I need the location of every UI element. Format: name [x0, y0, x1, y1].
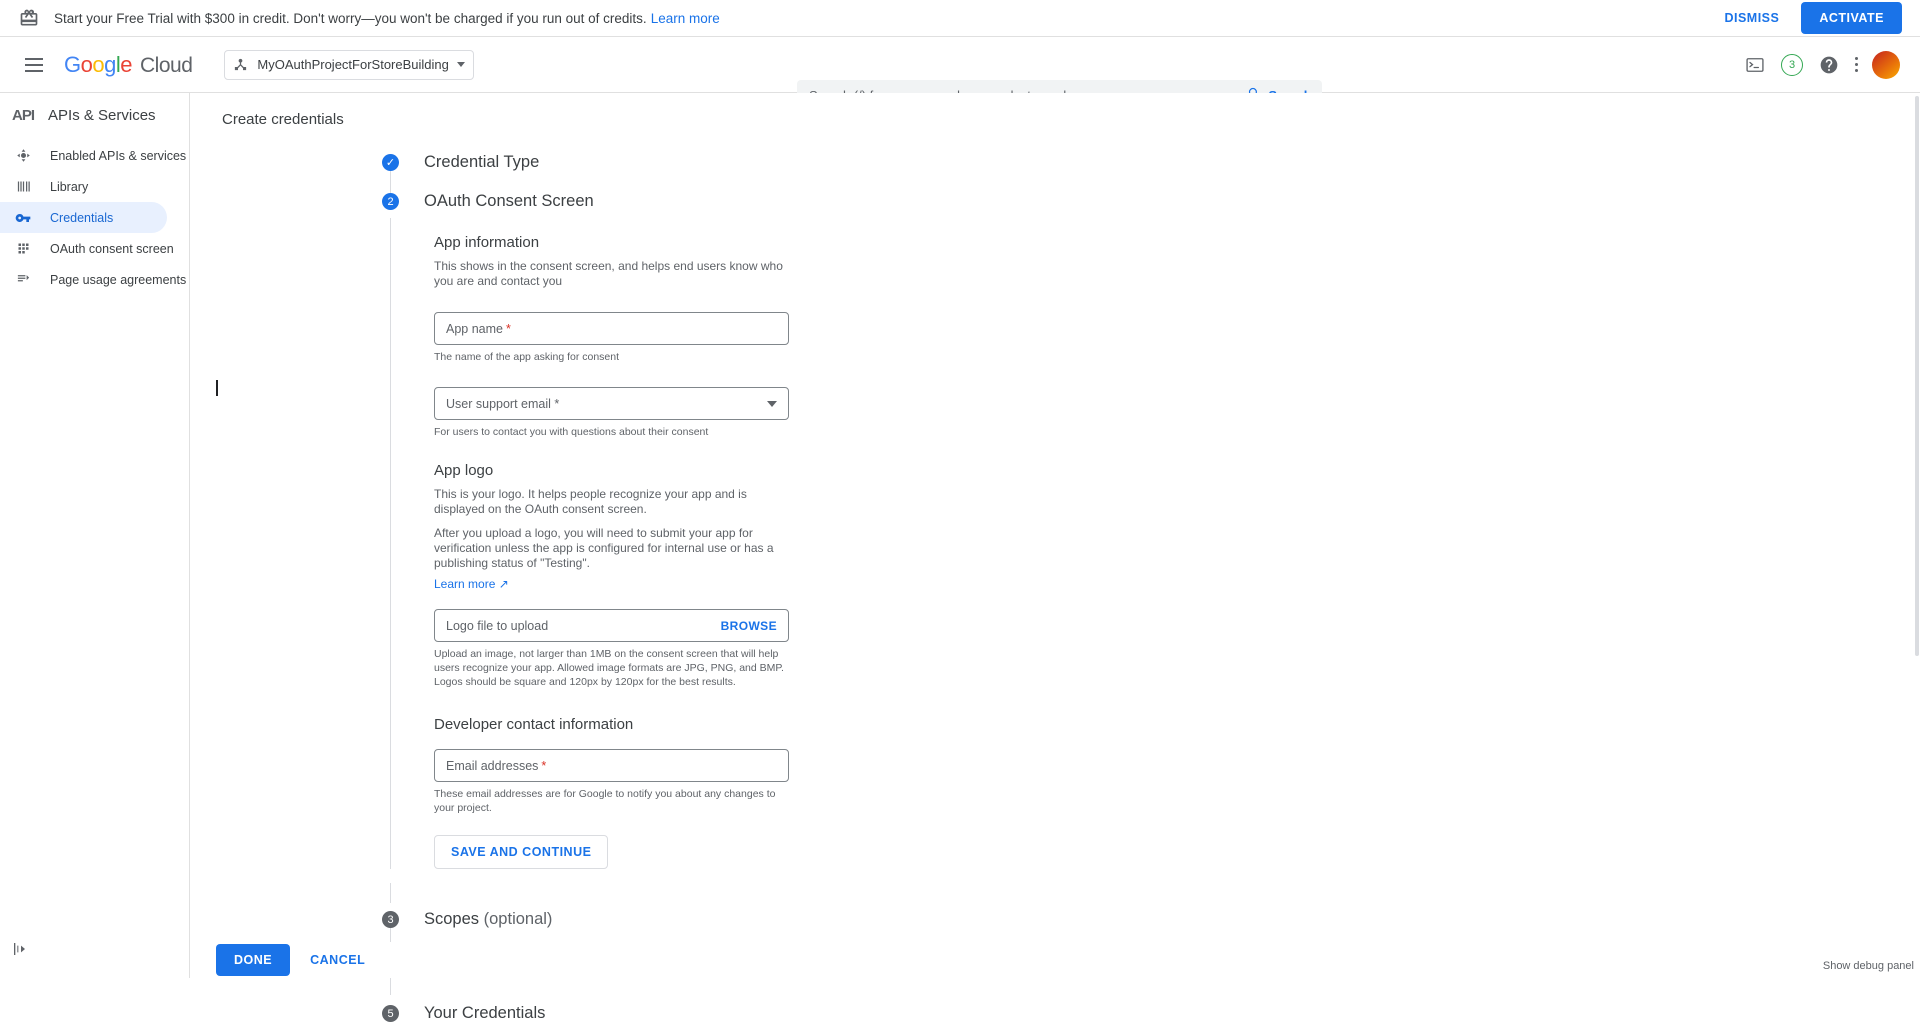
- logo-letter-g2: g: [104, 51, 116, 77]
- external-link-icon: ↗: [498, 577, 509, 591]
- text-caret: [216, 380, 218, 396]
- step-credential-type[interactable]: [382, 154, 1920, 171]
- terminal-icon[interactable]: [1743, 53, 1767, 77]
- app-logo-heading: App logo: [434, 462, 494, 479]
- logo-cloud-text: Cloud: [140, 53, 193, 77]
- project-name: MyOAuthProjectForStoreBuilding: [257, 57, 449, 72]
- app-header: [0, 37, 1920, 93]
- app-logo-learn-more-link[interactable]: [434, 577, 509, 591]
- logo-upload-hint: Upload an image, not larger than 1MB on the consent screen that will help users recognize your app. Allowed image formats are JPG, PNG, and BMP. Logos should be square and 120px by 120px for the best results.: [434, 648, 784, 688]
- browse-button[interactable]: BROWSE: [720, 618, 777, 633]
- logo-letter-o1: o: [80, 51, 93, 77]
- developer-email-label: Email addresses: [446, 758, 539, 773]
- header-actions: [1743, 51, 1906, 79]
- required-marker: *: [505, 321, 511, 336]
- key-icon: [14, 210, 32, 226]
- step-title: [424, 911, 1920, 928]
- library-icon: [14, 179, 32, 194]
- sidebar-item-credentials[interactable]: [0, 202, 167, 233]
- create-credentials-stepper: [382, 154, 1920, 1022]
- step-title-text: Scopes: [424, 910, 480, 928]
- sidebar-item-oauth-consent-screen[interactable]: [0, 233, 189, 264]
- gift-icon: [18, 7, 40, 29]
- trial-banner-text: [54, 11, 720, 26]
- wizard-footer: [190, 942, 1920, 978]
- logo-upload-field[interactable]: [434, 609, 789, 642]
- step-connector: [390, 171, 391, 193]
- logo-letter-e: e: [120, 51, 133, 77]
- sidebar-item-label: Enabled APIs & services: [50, 148, 187, 163]
- step-number-badge: 2: [382, 193, 399, 210]
- step-number-badge: 3: [382, 911, 399, 928]
- step-connector: [390, 975, 391, 995]
- chevron-down-icon: [457, 62, 465, 67]
- app-information-heading: App information: [434, 234, 540, 251]
- help-icon[interactable]: [1817, 53, 1841, 77]
- sidebar-item-label: Credentials: [50, 210, 114, 225]
- step-your-credentials[interactable]: [382, 1005, 1920, 1022]
- learn-more-label: Learn more: [434, 577, 496, 591]
- agreements-icon: [14, 272, 32, 287]
- sidebar-title: [0, 93, 189, 140]
- app-name-label: App name: [446, 321, 503, 336]
- user-support-email-hint: For users to contact you with questions about their consent: [434, 426, 709, 438]
- notifications-badge[interactable]: 3: [1781, 54, 1803, 76]
- app-logo-paragraph-1: This is your logo. It helps people recognize your app and is displayed on the OAuth consent screen.: [434, 487, 747, 516]
- dismiss-button[interactable]: DISMISS: [1712, 3, 1791, 33]
- activate-button[interactable]: ACTIVATE: [1801, 2, 1902, 34]
- step-title-optional: (optional): [479, 910, 553, 928]
- user-support-email-select[interactable]: [434, 387, 789, 420]
- sidebar: [0, 93, 190, 978]
- sidebar-item-label: OAuth consent screen: [50, 241, 174, 256]
- developer-contact-heading: Developer contact information: [434, 716, 634, 733]
- step-oauth-consent-screen[interactable]: [382, 193, 1920, 869]
- show-debug-panel-link[interactable]: Show debug panel: [1822, 960, 1914, 972]
- sidebar-item-enabled-apis[interactable]: [0, 140, 189, 171]
- app-name-input[interactable]: [434, 312, 789, 345]
- trial-banner-actions: [1712, 2, 1902, 34]
- app-logo-paragraph-2: After you upload a logo, you will need to submit your app for verification unless the app is configured for internal use or has a publishing status of "Testing".: [434, 526, 774, 570]
- trial-banner-message: Start your Free Trial with $300 in credit. Don't worry—you won't be charged if you run out of credits.: [54, 10, 647, 26]
- user-support-email-label: User support email *: [446, 396, 560, 411]
- app-name-hint: The name of the app asking for consent: [434, 351, 620, 363]
- page-title: Create credentials: [222, 111, 344, 128]
- sidebar-title-label: APIs & Services: [48, 107, 156, 124]
- main-content: [190, 93, 1920, 1022]
- step-number-badge: 5: [382, 1005, 399, 1022]
- free-trial-banner: [0, 0, 1920, 37]
- consent-icon: [14, 241, 32, 256]
- logo-upload-placeholder: Logo file to upload: [446, 618, 549, 633]
- sidebar-item-label: Library: [50, 179, 89, 194]
- logo-letter-o2: o: [92, 51, 105, 77]
- save-and-continue-button[interactable]: SAVE AND CONTINUE: [434, 835, 608, 869]
- step-scopes[interactable]: [382, 911, 1920, 928]
- step-title: Your Credentials: [424, 1004, 546, 1022]
- step-title: OAuth Consent Screen: [424, 192, 594, 210]
- developer-contact-hint: These email addresses are for Google to notify you about any changes to your project.: [434, 788, 776, 814]
- app-information-description: This shows in the consent screen, and helps end users know who you are and contact you: [434, 259, 783, 288]
- step-title: Credential Type: [424, 153, 540, 171]
- check-icon: ✓: [382, 154, 399, 171]
- project-selector[interactable]: [224, 50, 473, 80]
- project-icon: [233, 57, 249, 73]
- google-cloud-logo[interactable]: [64, 52, 192, 78]
- api-icon: API: [12, 107, 35, 124]
- cancel-button[interactable]: CANCEL: [298, 944, 377, 976]
- scrollbar-thumb[interactable]: [1915, 96, 1919, 656]
- avatar[interactable]: [1872, 51, 1900, 79]
- logo-letter-g: G: [64, 51, 81, 77]
- developer-email-input[interactable]: [434, 749, 789, 782]
- enabled-apis-icon: [14, 148, 32, 163]
- step-connector: [390, 883, 391, 903]
- hamburger-icon[interactable]: [14, 45, 54, 85]
- required-marker: *: [541, 758, 547, 773]
- logo-letter-l: l: [115, 51, 121, 77]
- trial-learn-more-link[interactable]: Learn more: [650, 10, 720, 26]
- done-button[interactable]: DONE: [216, 944, 290, 976]
- more-vert-icon[interactable]: [1855, 57, 1858, 72]
- sidebar-item-page-usage-agreements[interactable]: [0, 264, 189, 295]
- chevron-down-icon: [767, 401, 777, 407]
- collapse-panel-icon[interactable]: [12, 941, 28, 960]
- sidebar-item-label: Page usage agreements: [50, 272, 187, 287]
- sidebar-item-library[interactable]: [0, 171, 189, 202]
